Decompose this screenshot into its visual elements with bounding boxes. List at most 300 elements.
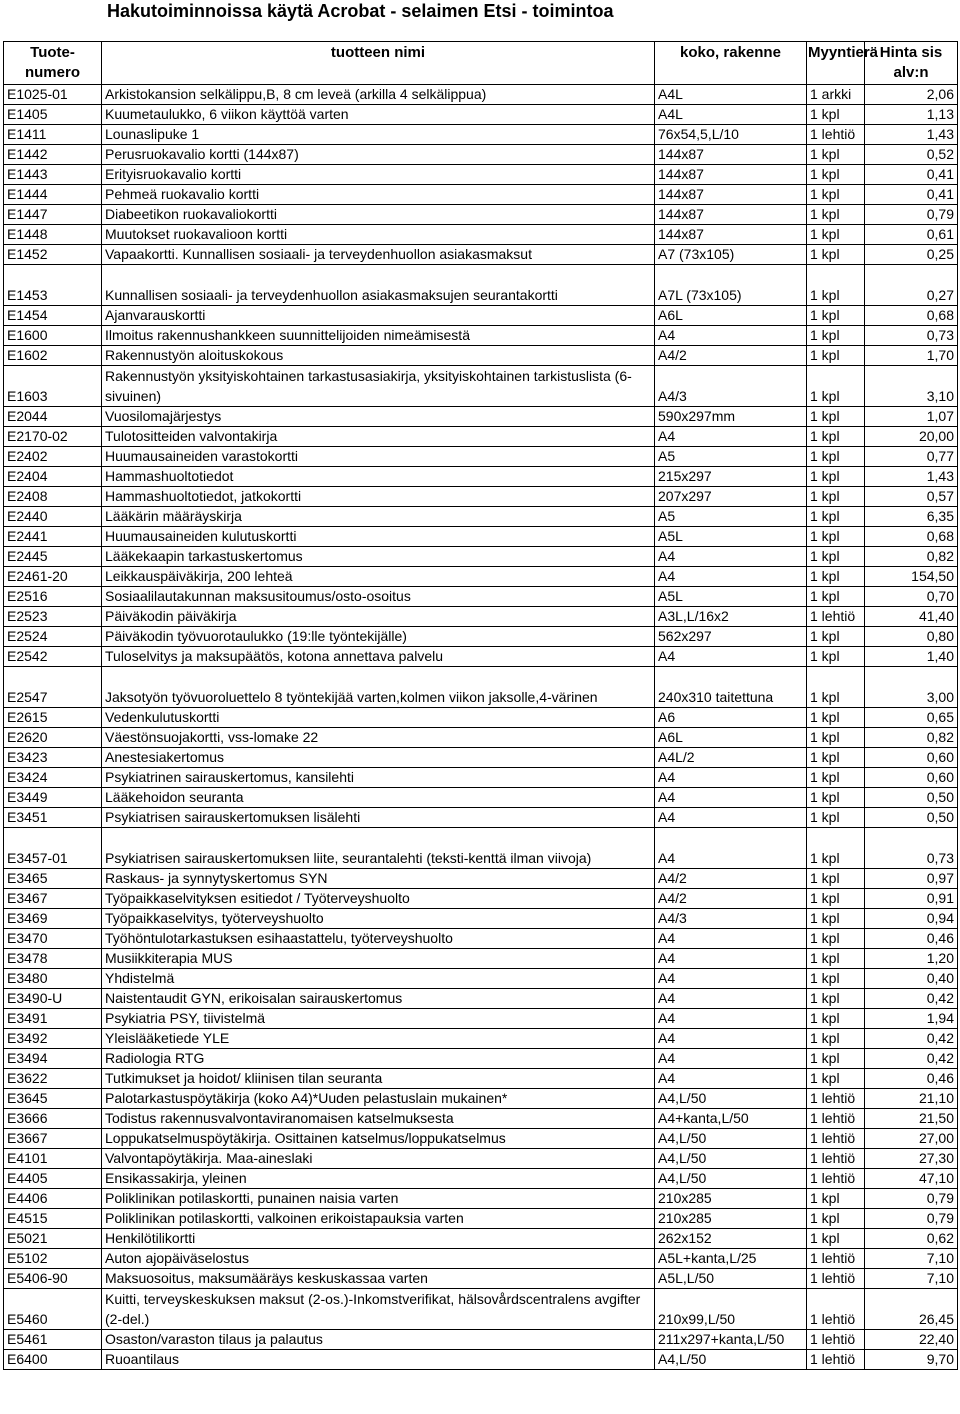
product-name-cell: Naistentaudit GYN, erikoisalan sairauskertomus <box>102 989 655 1009</box>
table-row <box>4 1330 958 1350</box>
sales-unit-cell: 1 kpl <box>807 245 865 265</box>
product-code-cell: E3423 <box>4 748 102 768</box>
product-size-cell: A4 <box>655 1049 807 1069</box>
product-size-cell: 144x87 <box>655 205 807 225</box>
product-code-cell: E3667 <box>4 1129 102 1149</box>
product-name-cell: Lääkekaapin tarkastuskertomus <box>102 547 655 567</box>
product-size-cell: 210x99,L/50 <box>655 1289 807 1330</box>
price-cell: 0,91 <box>865 889 958 909</box>
price-cell: 21,50 <box>865 1109 958 1129</box>
sales-unit-cell: 1 kpl <box>807 1009 865 1029</box>
product-code-cell: E1452 <box>4 245 102 265</box>
price-cell: 26,45 <box>865 1289 958 1330</box>
table-row <box>4 507 958 527</box>
product-name-cell: Valvontapöytäkirja. Maa-aineslaki <box>102 1149 655 1169</box>
table-row <box>4 487 958 507</box>
price-cell: 2,06 <box>865 85 958 105</box>
sales-unit-cell: 1 kpl <box>807 306 865 326</box>
sales-unit-cell: 1 lehtiö <box>807 607 865 627</box>
table-row <box>4 828 958 869</box>
product-code-cell: E1443 <box>4 165 102 185</box>
product-size-cell: 562x297 <box>655 627 807 647</box>
product-size-cell: A5 <box>655 507 807 527</box>
sales-unit-cell: 1 kpl <box>807 627 865 647</box>
product-name-cell: Ruoantilaus <box>102 1350 655 1370</box>
product-name-cell: Palotarkastuspöytäkirja (koko A4)*Uuden pelastuslain mukainen* <box>102 1089 655 1109</box>
product-name-cell: Maksuosoitus, maksumääräys keskuskassaa varten <box>102 1269 655 1289</box>
product-name-cell: Ilmoitus rakennushankkeen suunnittelijoiden nimeämisestä <box>102 326 655 346</box>
product-name-cell: Auton ajopäiväselostus <box>102 1249 655 1269</box>
table-row <box>4 889 958 909</box>
sales-unit-cell: 1 kpl <box>807 768 865 788</box>
table-row <box>4 627 958 647</box>
table-header-row <box>4 42 958 85</box>
product-code-cell: E2523 <box>4 607 102 627</box>
table-row <box>4 647 958 667</box>
product-size-cell: A4/3 <box>655 909 807 929</box>
product-name-cell: Henkilötilikortti <box>102 1229 655 1249</box>
product-size-cell: A4+kanta,L/50 <box>655 1109 807 1129</box>
product-code-cell: E1444 <box>4 185 102 205</box>
table-row <box>4 125 958 145</box>
product-name-cell: Psykiatria PSY, tiivistelmä <box>102 1009 655 1029</box>
table-row <box>4 245 958 265</box>
product-size-cell: 144x87 <box>655 225 807 245</box>
price-cell: 1,07 <box>865 407 958 427</box>
product-code-cell: E5406-90 <box>4 1269 102 1289</box>
product-size-cell: 211x297+kanta,L/50 <box>655 1330 807 1350</box>
header-name-label: tuotteen nimi <box>330 44 426 61</box>
product-name-cell: Osaston/varaston tilaus ja palautus <box>102 1330 655 1350</box>
product-size-cell: A4 <box>655 647 807 667</box>
price-cell: 0,62 <box>865 1229 958 1249</box>
sales-unit-cell: 1 kpl <box>807 165 865 185</box>
price-cell: 0,42 <box>865 1029 958 1049</box>
table-row <box>4 1149 958 1169</box>
product-name-cell: Todistus rakennusvalvontaviranomaisen katselmuksesta <box>102 1109 655 1129</box>
product-code-cell: E1600 <box>4 326 102 346</box>
product-name-cell: Perusruokavalio kortti (144x87) <box>102 145 655 165</box>
product-name-cell: Huumausaineiden varastokortti <box>102 447 655 467</box>
table-row <box>4 587 958 607</box>
product-size-cell: A4/3 <box>655 366 807 407</box>
product-code-cell: E3469 <box>4 909 102 929</box>
table-row <box>4 748 958 768</box>
table-row <box>4 326 958 346</box>
sales-unit-cell: 1 kpl <box>807 1229 865 1249</box>
sales-unit-cell: 1 kpl <box>807 1189 865 1209</box>
product-name-cell: Poliklinikan potilaskortti, valkoinen erikoistapauksia varten <box>102 1209 655 1229</box>
product-size-cell: A5L+kanta,L/25 <box>655 1249 807 1269</box>
product-code-cell: E1447 <box>4 205 102 225</box>
sales-unit-cell: 1 kpl <box>807 869 865 889</box>
table-row <box>4 165 958 185</box>
table-row <box>4 407 958 427</box>
header-size <box>655 42 807 85</box>
product-size-cell: A4 <box>655 1069 807 1089</box>
price-cell: 0,73 <box>865 828 958 869</box>
sales-unit-cell: 1 kpl <box>807 587 865 607</box>
product-size-cell: A7L (73x105) <box>655 265 807 306</box>
product-name-cell: Hammashuoltotiedot <box>102 467 655 487</box>
product-size-cell: A4L <box>655 85 807 105</box>
table-row <box>4 768 958 788</box>
table-row <box>4 1189 958 1209</box>
product-code-cell: E3494 <box>4 1049 102 1069</box>
sales-unit-cell: 1 kpl <box>807 507 865 527</box>
product-size-cell: 210x285 <box>655 1189 807 1209</box>
sales-unit-cell: 1 kpl <box>807 527 865 547</box>
product-code-cell: E3424 <box>4 768 102 788</box>
product-name-cell: Jaksotyön työvuoroluettelo 8 työntekijää varten,kolmen viikon jaksolle,4-värinen <box>102 667 655 708</box>
table-row <box>4 1289 958 1330</box>
product-size-cell: A5 <box>655 447 807 467</box>
product-name-cell: Sosiaalilautakunnan maksusitoumus/osto-osoitus <box>102 587 655 607</box>
product-code-cell: E5460 <box>4 1289 102 1330</box>
table-row <box>4 808 958 828</box>
product-code-cell: E2404 <box>4 467 102 487</box>
product-code-cell: E2402 <box>4 447 102 467</box>
product-name-cell: Lounaslipuke 1 <box>102 125 655 145</box>
sales-unit-cell: 1 kpl <box>807 205 865 225</box>
product-code-cell: E3622 <box>4 1069 102 1089</box>
sales-unit-cell: 1 lehtiö <box>807 1269 865 1289</box>
sales-unit-cell: 1 kpl <box>807 828 865 869</box>
sales-unit-cell: 1 kpl <box>807 366 865 407</box>
sales-unit-cell: 1 kpl <box>807 185 865 205</box>
product-code-cell: E1453 <box>4 265 102 306</box>
price-cell: 21,10 <box>865 1089 958 1109</box>
sales-unit-cell: 1 kpl <box>807 447 865 467</box>
sales-unit-cell: 1 kpl <box>807 326 865 346</box>
product-name-cell: Pehmeä ruokavalio kortti <box>102 185 655 205</box>
table-row <box>4 467 958 487</box>
product-code-cell: E5461 <box>4 1330 102 1350</box>
sales-unit-cell: 1 kpl <box>807 889 865 909</box>
price-cell: 0,27 <box>865 265 958 306</box>
product-code-cell: E2542 <box>4 647 102 667</box>
product-size-cell: A4 <box>655 828 807 869</box>
product-code-cell: E3666 <box>4 1109 102 1129</box>
header-size-label: koko, rakenne <box>680 44 781 61</box>
price-cell: 7,10 <box>865 1249 958 1269</box>
product-code-cell: E5102 <box>4 1249 102 1269</box>
header-price-label: Hinta sis alv:n <box>879 44 943 81</box>
product-name-cell: Psykiatrinen sairauskertomus, kansilehti <box>102 768 655 788</box>
table-row <box>4 667 958 708</box>
product-name-cell: Kuitti, terveyskeskuksen maksut (2-os.)-Inkomstverifikat, hälsovårdscentralens avgifter (2-del.) <box>102 1289 655 1330</box>
price-cell: 0,82 <box>865 547 958 567</box>
header-code-label: Tuote- numero <box>24 44 80 81</box>
price-cell: 0,65 <box>865 708 958 728</box>
price-cell: 0,46 <box>865 929 958 949</box>
product-code-cell: E3491 <box>4 1009 102 1029</box>
sales-unit-cell: 1 kpl <box>807 788 865 808</box>
product-name-cell: Väestönsuojakortti, vss-lomake 22 <box>102 728 655 748</box>
price-cell: 0,46 <box>865 1069 958 1089</box>
price-cell: 1,13 <box>865 105 958 125</box>
product-name-cell: Yhdistelmä <box>102 969 655 989</box>
product-name-cell: Radiologia RTG <box>102 1049 655 1069</box>
sales-unit-cell: 1 lehtiö <box>807 1149 865 1169</box>
product-size-cell: A5L <box>655 527 807 547</box>
product-name-cell: Erityisruokavalio kortti <box>102 165 655 185</box>
product-name-cell: Vuosilomajärjestys <box>102 407 655 427</box>
price-cell: 22,40 <box>865 1330 958 1350</box>
product-code-cell: E2524 <box>4 627 102 647</box>
price-cell: 0,57 <box>865 487 958 507</box>
product-size-cell: A4/2 <box>655 889 807 909</box>
sales-unit-cell: 1 lehtiö <box>807 1350 865 1370</box>
product-name-cell: Lääkehoidon seuranta <box>102 788 655 808</box>
product-size-cell: A4,L/50 <box>655 1129 807 1149</box>
price-cell: 0,79 <box>865 1209 958 1229</box>
product-size-cell: A6 <box>655 708 807 728</box>
sales-unit-cell: 1 kpl <box>807 808 865 828</box>
table-row <box>4 1229 958 1249</box>
product-size-cell: A4/2 <box>655 346 807 366</box>
table-row <box>4 225 958 245</box>
price-cell: 0,41 <box>865 165 958 185</box>
product-name-cell: Psykiatrisen sairauskertomuksen lisälehti <box>102 808 655 828</box>
product-name-cell: Psykiatrisen sairauskertomuksen liite, seurantalehti (teksti-kenttä ilman viivoja) <box>102 828 655 869</box>
product-size-cell: 210x285 <box>655 1209 807 1229</box>
product-size-cell: A4 <box>655 989 807 1009</box>
price-cell: 3,10 <box>865 366 958 407</box>
product-size-cell: A3L,L/16x2 <box>655 607 807 627</box>
product-size-cell: A6L <box>655 728 807 748</box>
price-cell: 1,43 <box>865 125 958 145</box>
table-row <box>4 1109 958 1129</box>
sales-unit-cell: 1 kpl <box>807 728 865 748</box>
product-code-cell: E2615 <box>4 708 102 728</box>
price-cell: 20,00 <box>865 427 958 447</box>
table-row <box>4 145 958 165</box>
product-code-cell: E2441 <box>4 527 102 547</box>
table-row <box>4 185 958 205</box>
price-cell: 0,68 <box>865 306 958 326</box>
table-row <box>4 366 958 407</box>
product-size-cell: 590x297mm <box>655 407 807 427</box>
table-row <box>4 265 958 306</box>
product-size-cell: A7 (73x105) <box>655 245 807 265</box>
product-name-cell: Vedenkulutuskortti <box>102 708 655 728</box>
product-name-cell: Tuloselvitys ja maksupäätös, kotona annettava palvelu <box>102 647 655 667</box>
sales-unit-cell: 1 kpl <box>807 969 865 989</box>
product-name-cell: Kunnallisen sosiaali- ja terveydenhuollon asiakasmaksujen seurantakortti <box>102 265 655 306</box>
product-name-cell: Leikkauspäiväkirja, 200 lehteä <box>102 567 655 587</box>
sales-unit-cell: 1 kpl <box>807 667 865 708</box>
sales-unit-cell: 1 kpl <box>807 1069 865 1089</box>
product-code-cell: E1602 <box>4 346 102 366</box>
product-code-cell: E4101 <box>4 1149 102 1169</box>
table-body <box>4 85 958 1370</box>
product-code-cell: E1411 <box>4 125 102 145</box>
table-row <box>4 567 958 587</box>
sales-unit-cell: 1 kpl <box>807 407 865 427</box>
product-size-cell: A4 <box>655 326 807 346</box>
sales-unit-cell: 1 lehtiö <box>807 1289 865 1330</box>
product-name-cell: Työpaikkaselvitys, työterveyshuolto <box>102 909 655 929</box>
table-row <box>4 1350 958 1370</box>
price-cell: 0,61 <box>865 225 958 245</box>
table-row <box>4 346 958 366</box>
price-cell: 154,50 <box>865 567 958 587</box>
product-code-cell: E2440 <box>4 507 102 527</box>
product-size-cell: A4 <box>655 1009 807 1029</box>
table-row <box>4 1029 958 1049</box>
product-size-cell: A4,L/50 <box>655 1149 807 1169</box>
price-cell: 9,70 <box>865 1350 958 1370</box>
price-cell: 0,73 <box>865 326 958 346</box>
price-cell: 0,70 <box>865 587 958 607</box>
product-name-cell: Rakennustyön aloituskokous <box>102 346 655 366</box>
sales-unit-cell: 1 kpl <box>807 487 865 507</box>
product-size-cell: 240x310 taitettuna <box>655 667 807 708</box>
price-cell: 6,35 <box>865 507 958 527</box>
sales-unit-cell: 1 lehtiö <box>807 1129 865 1149</box>
product-code-cell: E3490-U <box>4 989 102 1009</box>
table-row <box>4 105 958 125</box>
price-cell: 3,00 <box>865 667 958 708</box>
product-name-cell: Yleislääketiede YLE <box>102 1029 655 1049</box>
product-name-cell: Päiväkodin työvuorotaulukko (19:lle työntekijälle) <box>102 627 655 647</box>
product-size-cell: A4 <box>655 788 807 808</box>
product-size-cell: 144x87 <box>655 185 807 205</box>
product-code-cell: E3470 <box>4 929 102 949</box>
product-name-cell: Tutkimukset ja hoidot/ kliinisen tilan seuranta <box>102 1069 655 1089</box>
sales-unit-cell: 1 kpl <box>807 647 865 667</box>
sales-unit-cell: 1 lehtiö <box>807 1249 865 1269</box>
product-size-cell: 144x87 <box>655 165 807 185</box>
product-name-cell: Huumausaineiden kulutuskortti <box>102 527 655 547</box>
price-cell: 0,97 <box>865 869 958 889</box>
price-cell: 0,52 <box>865 145 958 165</box>
price-cell: 1,20 <box>865 949 958 969</box>
sales-unit-cell: 1 kpl <box>807 145 865 165</box>
product-size-cell: A4/2 <box>655 869 807 889</box>
table-row <box>4 306 958 326</box>
product-code-cell: E1603 <box>4 366 102 407</box>
product-code-cell: E3465 <box>4 869 102 889</box>
product-name-cell: Rakennustyön yksityiskohtainen tarkastusasiakirja, yksityiskohtainen tarkistuslista (6-sivuinen) <box>102 366 655 407</box>
product-code-cell: E3492 <box>4 1029 102 1049</box>
page-title: Hakutoiminnoissa käytä Acrobat - selaimen Etsi - toimintoa <box>107 1 614 21</box>
table-row <box>4 708 958 728</box>
table-row <box>4 1049 958 1069</box>
table-row <box>4 788 958 808</box>
price-cell: 1,70 <box>865 346 958 366</box>
product-code-cell: E3645 <box>4 1089 102 1109</box>
product-code-cell: E1442 <box>4 145 102 165</box>
sales-unit-cell: 1 lehtiö <box>807 125 865 145</box>
header-name <box>102 42 655 85</box>
sales-unit-cell: 1 lehtiö <box>807 1169 865 1189</box>
sales-unit-cell: 1 kpl <box>807 1209 865 1229</box>
product-size-cell: A4 <box>655 808 807 828</box>
product-code-cell: E2170-02 <box>4 427 102 447</box>
table-row <box>4 949 958 969</box>
sales-unit-cell: 1 lehtiö <box>807 1089 865 1109</box>
product-name-cell: Hammashuoltotiedot, jatkokortti <box>102 487 655 507</box>
price-cell: 0,50 <box>865 788 958 808</box>
table-row <box>4 1129 958 1149</box>
table-row <box>4 1249 958 1269</box>
product-size-cell: 207x297 <box>655 487 807 507</box>
product-code-cell: E1405 <box>4 105 102 125</box>
product-size-cell: A4,L/50 <box>655 1169 807 1189</box>
sales-unit-cell: 1 kpl <box>807 567 865 587</box>
table-row <box>4 607 958 627</box>
product-code-cell: E2547 <box>4 667 102 708</box>
product-size-cell: A4,L/50 <box>655 1350 807 1370</box>
header-unit <box>807 42 879 85</box>
table-row <box>4 728 958 748</box>
product-size-cell: A4 <box>655 567 807 587</box>
table-row <box>4 1209 958 1229</box>
price-cell: 41,40 <box>865 607 958 627</box>
table-row <box>4 989 958 1009</box>
product-size-cell: A4 <box>655 929 807 949</box>
product-size-cell: A5L,L/50 <box>655 1269 807 1289</box>
product-code-cell: E3449 <box>4 788 102 808</box>
product-code-cell: E2461-20 <box>4 567 102 587</box>
product-code-cell: E5021 <box>4 1229 102 1249</box>
table-row <box>4 427 958 447</box>
product-size-cell: A4 <box>655 768 807 788</box>
price-cell: 27,00 <box>865 1129 958 1149</box>
price-cell: 27,30 <box>865 1149 958 1169</box>
product-name-cell: Anestesiakertomus <box>102 748 655 768</box>
product-size-cell: A5L <box>655 587 807 607</box>
price-cell: 0,79 <box>865 205 958 225</box>
product-code-cell: E4405 <box>4 1169 102 1189</box>
table-row <box>4 527 958 547</box>
table-row <box>4 929 958 949</box>
product-name-cell: Poliklinikan potilaskortti, punainen naisia varten <box>102 1189 655 1209</box>
product-code-cell: E1448 <box>4 225 102 245</box>
product-size-cell: A4 <box>655 547 807 567</box>
product-size-cell: 76x54,5,L/10 <box>655 125 807 145</box>
product-size-cell: A4 <box>655 949 807 969</box>
price-cell: 1,40 <box>865 647 958 667</box>
product-code-cell: E3480 <box>4 969 102 989</box>
sales-unit-cell: 1 kpl <box>807 346 865 366</box>
sales-unit-cell: 1 kpl <box>807 1029 865 1049</box>
table-row <box>4 1069 958 1089</box>
product-name-cell: Loppukatselmuspöytäkirja. Osittainen katselmus/loppukatselmus <box>102 1129 655 1149</box>
product-size-cell: 262x152 <box>655 1229 807 1249</box>
product-code-cell: E2445 <box>4 547 102 567</box>
sales-unit-cell: 1 kpl <box>807 105 865 125</box>
price-cell: 1,94 <box>865 1009 958 1029</box>
product-size-cell: A4L/2 <box>655 748 807 768</box>
table-row <box>4 85 958 105</box>
product-name-cell: Kuumetaulukko, 6 viikon käyttöä varten <box>102 105 655 125</box>
product-code-cell: E2044 <box>4 407 102 427</box>
product-code-cell: E2620 <box>4 728 102 748</box>
table-row <box>4 1169 958 1189</box>
product-name-cell: Ajanvarauskortti <box>102 306 655 326</box>
table-row <box>4 1269 958 1289</box>
sales-unit-cell: 1 kpl <box>807 427 865 447</box>
sales-unit-cell: 1 kpl <box>807 748 865 768</box>
price-cell: 0,60 <box>865 768 958 788</box>
price-cell: 0,41 <box>865 185 958 205</box>
product-name-cell: Muutokset ruokavalioon kortti <box>102 225 655 245</box>
sales-unit-cell: 1 kpl <box>807 1049 865 1069</box>
sales-unit-cell: 1 kpl <box>807 949 865 969</box>
